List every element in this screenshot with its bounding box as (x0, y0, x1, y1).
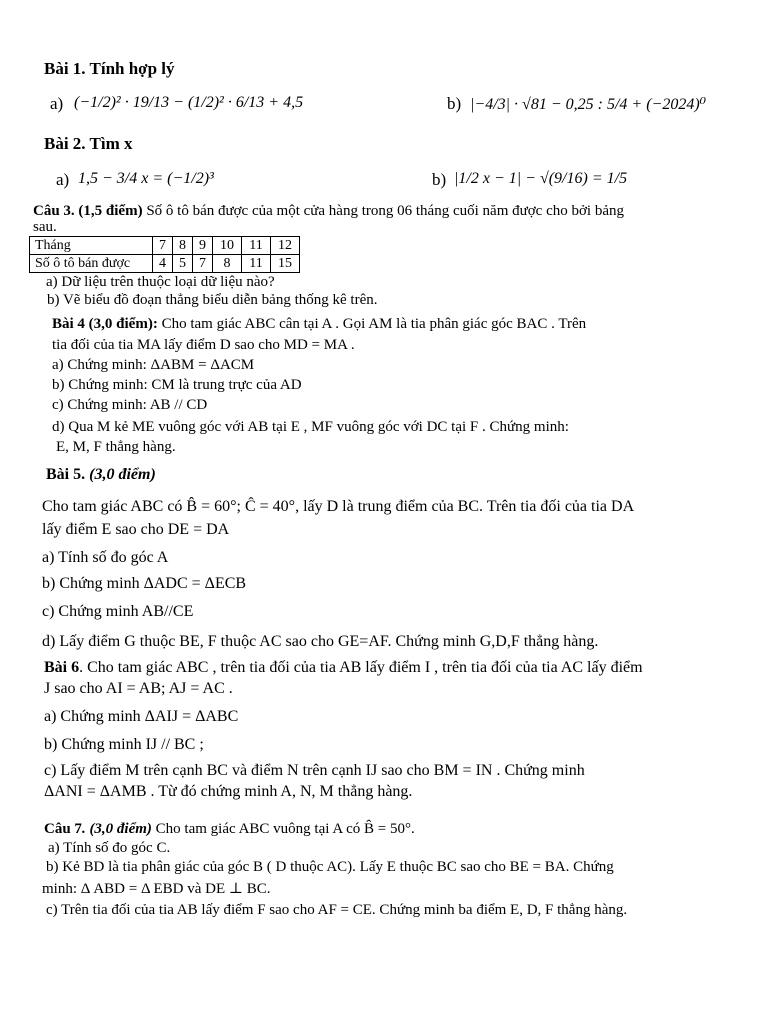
bai4-heading: Bài 4 (3,0 điểm): (52, 316, 158, 332)
bai5-text-cont: lấy điểm E sao cho DE = DA (42, 521, 230, 538)
bai4-text: Cho tam giác ABC cân tại A . Gọi AM là tia phân giác góc BAC . Trên (157, 316, 587, 332)
cau3-question-b: b) Vẽ biểu đồ đoạn thẳng biểu diễn bảng thống kê trên. (47, 292, 378, 308)
bai2-b-label: b) (432, 170, 447, 189)
month-cell: 7 (153, 237, 173, 255)
cau3-question-a: a) Dữ liệu trên thuộc loại dữ liệu nào? (46, 274, 275, 290)
bai4-question-a: a) Chứng minh: ΔABM = ΔACM (52, 357, 255, 373)
bai1-a-expression: (−1/2)² · 19/13 − (1/2)² · 6/13 + 4,5 (74, 94, 304, 111)
bai2-a-label: a) (56, 170, 70, 189)
table-row-label: Tháng (30, 237, 153, 255)
month-cell: 11 (242, 237, 271, 255)
bai2-b-expression: |1/2 x − 1| − √(9/16) = 1/5 (454, 170, 628, 187)
bai5-heading-line (46, 466, 156, 484)
bai6-question-b: b) Chứng minh IJ // BC ; (44, 736, 204, 753)
cau7-question-b: b) Kẻ BD là tia phân giác của góc B ( D thuộc AC). Lấy E thuộc BC sao cho BE = BA. Chứng (46, 859, 614, 875)
month-cell: 8 (173, 237, 193, 255)
month-cell: 9 (193, 237, 213, 255)
sales-cell: 7 (193, 255, 213, 273)
bai5-question-c: c) Chứng minh AB//CE (42, 603, 194, 620)
bai4-question-b: b) Chứng minh: CM là trung trực của AD (52, 377, 302, 393)
bai6-heading: Bài 6 (44, 659, 80, 676)
cau3-text: Số ô tô bán được của một cửa hàng trong 06 tháng cuối năm được cho bởi bảng (142, 203, 624, 219)
bai2-title: Bài 2. Tìm x (44, 134, 133, 153)
bai4-question-d-cont: E, M, F thẳng hàng. (56, 439, 176, 455)
bai1-b-expression: |−4/3| · √81 − 0,25 : 5/4 + (−2024)⁰ (470, 96, 707, 113)
cau7-intro (44, 821, 415, 838)
sales-cell: 8 (213, 255, 242, 273)
sales-cell: 5 (173, 255, 193, 273)
bai2-a-expression: 1,5 − 3/4 x = (−1/2)³ (78, 170, 214, 187)
cau7-question-c: c) Trên tia đối của tia AB lấy điểm F sao cho AF = CE. Chứng minh ba điểm E, D, F thẳng hàng. (46, 902, 628, 918)
cau7-question-a: a) Tính số đo góc C. (48, 840, 171, 856)
bai5-question-d: d) Lấy điểm G thuộc BE, F thuộc AC sao cho GE=AF. Chứng minh G,D,F thẳng hàng. (42, 633, 599, 650)
table-row (30, 237, 300, 255)
cau3-intro (33, 203, 624, 220)
cau7-points: . (3,0 điểm) (81, 821, 152, 837)
bai6-question-c: c) Lấy điểm M trên cạnh BC và điểm N trên cạnh IJ sao cho BM = IN . Chứng minh (44, 762, 585, 779)
month-cell: 10 (213, 237, 242, 255)
bai1-a-label: a) (50, 94, 64, 113)
bai6-question-a: a) Chứng minh ΔAIJ = ΔABC (44, 708, 239, 725)
bai4-intro (52, 316, 586, 333)
bai4-question-d: d) Qua M kẻ ME vuông góc với AB tại E , MF vuông góc với DC tại F . Chứng minh: (52, 419, 569, 435)
bai4-text-cont: tia đối của tia MA lấy điểm D sao cho MD = MA . (52, 337, 355, 353)
bai6-question-c-cont: ΔANI = ΔAMB . Từ đó chứng minh A, N, M thẳng hàng. (44, 783, 413, 800)
bai5-points: (3,0 điểm) (89, 466, 156, 483)
bai4-question-c: c) Chứng minh: AB // CD (52, 397, 208, 413)
sales-cell: 15 (271, 255, 300, 273)
bai1-title: Bài 1. Tính hợp lý (44, 59, 175, 78)
bai5-question-a: a) Tính số đo góc A (42, 549, 169, 566)
bai5-question-b: b) Chứng minh ΔADC = ΔECB (42, 575, 247, 592)
bai5-text: Cho tam giác ABC có B̂ = 60°; Ĉ = 40°, lấy D là trung điểm của BC. Trên tia đối của tia DA (42, 498, 635, 515)
bai6-text-cont: J sao cho AI = AB; AJ = AC . (44, 680, 233, 697)
sales-cell: 11 (242, 255, 271, 273)
cau3-heading: Câu 3. (1,5 điểm) (33, 203, 143, 219)
month-cell: 12 (271, 237, 300, 255)
sales-cell: 4 (153, 255, 173, 273)
car-sales-table (29, 236, 300, 273)
bai5-heading: Bài 5. (46, 466, 90, 483)
bai6-text: . Cho tam giác ABC , trên tia đối của tia AB lấy điểm I , trên tia đối của tia AC lấy điểm (79, 659, 643, 676)
cau7-heading: Câu 7 (44, 821, 82, 837)
cau7-text: Cho tam giác ABC vuông tại A có B̂ = 50°. (151, 821, 415, 837)
table-row (30, 255, 300, 273)
table-row-label: Số ô tô bán được (30, 255, 153, 273)
bai6-intro (44, 659, 643, 677)
cau7-question-b-cont: minh: Δ ABD = Δ EBD và DE ⊥ BC. (42, 881, 271, 897)
bai1-b-label: b) (447, 94, 462, 113)
cau3-text-cont: sau. (33, 219, 57, 235)
